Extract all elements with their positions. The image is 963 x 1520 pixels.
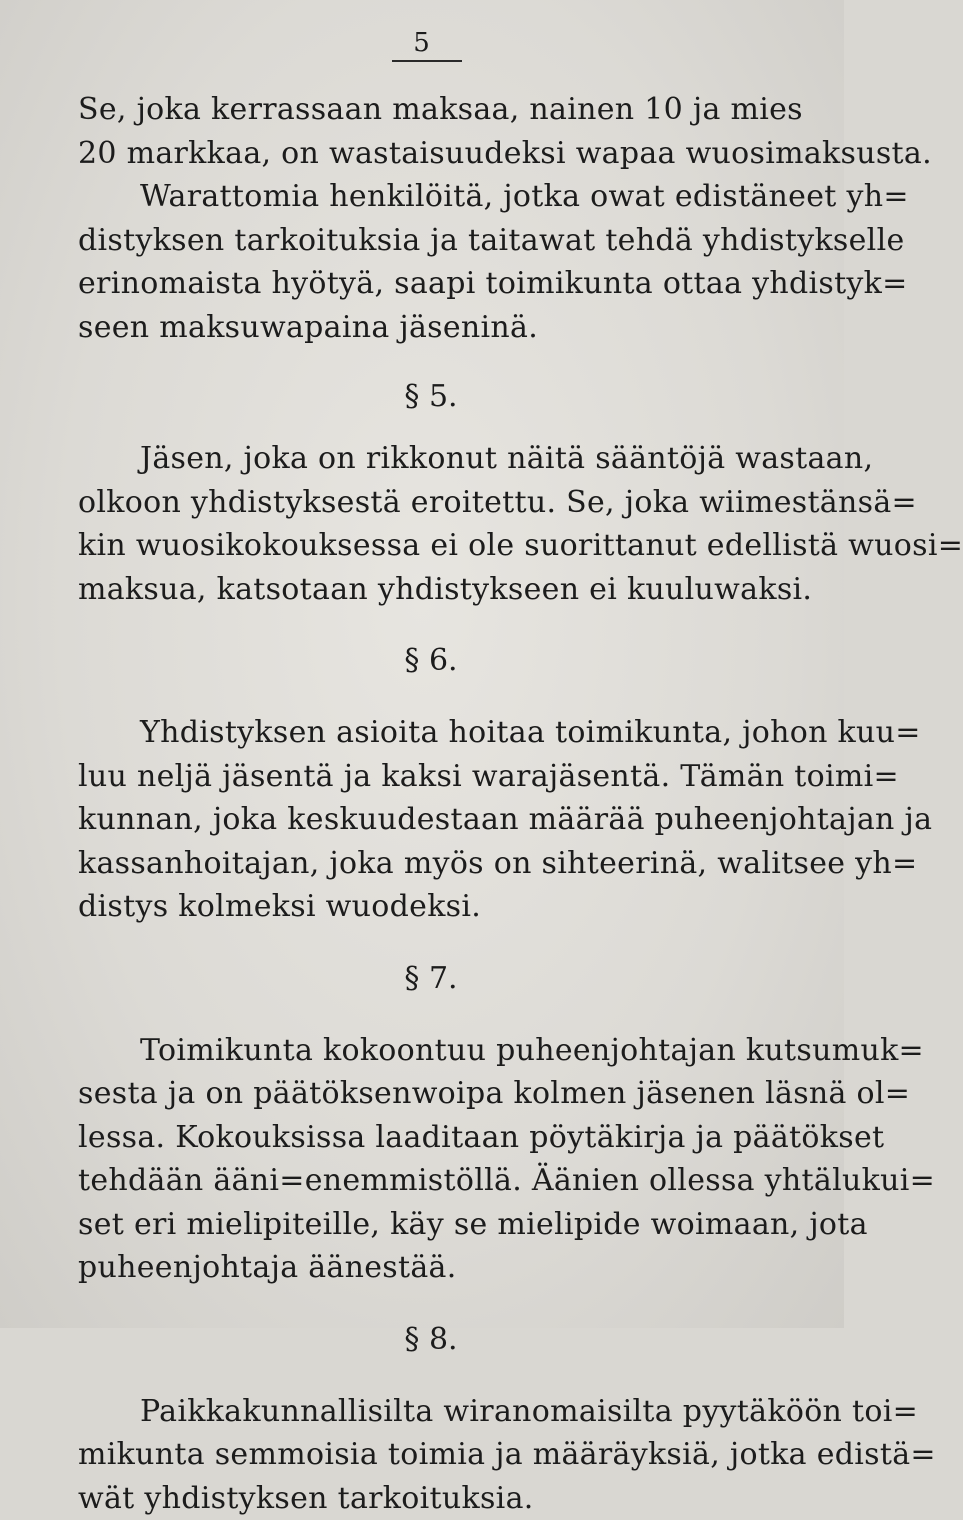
paragraph (78, 175, 784, 349)
text-line: 20 markkaa, on wastaisuudeksi wapaa wuosimaksusta. (78, 132, 784, 176)
text-line: Paikkakunnallisilta wiranomaisilta pyytäköön toi= (78, 1390, 784, 1434)
text-line: erinomaista hyötyä, saapi toimikunta ottaa yhdistyk= (78, 262, 784, 306)
body-text (78, 88, 784, 1520)
text-line: Warattomia henkilöitä, jotka owat edistäneet yh= (78, 175, 784, 219)
page-number-rule (392, 60, 462, 62)
section-heading-6: § 6. (78, 611, 784, 711)
paragraph (78, 437, 784, 611)
text-line: distys kolmeksi wuodeksi. (78, 885, 784, 929)
text-line: sesta ja on päätöksenwoipa kolmen jäsenen läsnä ol= (78, 1072, 784, 1116)
text-line: kassanhoitajan, joka myös on sihteerinä, walitsee yh= (78, 842, 784, 886)
paragraph (78, 1029, 784, 1290)
paragraph (78, 711, 784, 929)
text-line: seen maksuwapaina jäseninä. (78, 306, 784, 350)
text-line: set eri mielipiteille, käy se mielipide woimaan, jota (78, 1203, 784, 1247)
paragraph (78, 1390, 784, 1520)
section-heading-5: § 5. (78, 349, 784, 437)
text-line: wät yhdistyksen tarkoituksia. (78, 1477, 784, 1520)
text-line: Jäsen, joka on rikkonut näitä sääntöjä wastaan, (78, 437, 784, 481)
text-line: Toimikunta kokoontuu puheenjohtajan kutsumuk= (78, 1029, 784, 1073)
section-heading-8: § 8. (78, 1290, 784, 1390)
text-line: kin wuosikokouksessa ei ole suorittanut edellistä wuosi= (78, 524, 784, 568)
text-line: tehdään ääni=enemmistöllä. Äänien ollessa yhtälukui= (78, 1159, 784, 1203)
paragraph (78, 88, 784, 175)
text-line: Se, joka kerrassaan maksaa, nainen 10 ja mies (78, 88, 784, 132)
text-line: Yhdistyksen asioita hoitaa toimikunta, johon kuu= (78, 711, 784, 755)
text-line: maksua, katsotaan yhdistykseen ei kuuluwaksi. (78, 568, 784, 612)
text-line: kunnan, joka keskuudestaan määrää puheenjohtajan ja (78, 798, 784, 842)
text-line: distyksen tarkoituksia ja taitawat tehdä yhdistykselle (78, 219, 784, 263)
text-line: puheenjohtaja äänestää. (78, 1246, 784, 1290)
page-number: 5 (0, 28, 844, 58)
text-line: lessa. Kokouksissa laaditaan pöytäkirja ja päätökset (78, 1116, 784, 1160)
section-heading-7: § 7. (78, 929, 784, 1029)
text-line: olkoon yhdistyksestä eroitettu. Se, joka wiimestänsä= (78, 481, 784, 525)
text-line: luu neljä jäsentä ja kaksi warajäsentä. Tämän toimi= (78, 755, 784, 799)
text-line: mikunta semmoisia toimia ja määräyksiä, jotka edistä= (78, 1433, 784, 1477)
